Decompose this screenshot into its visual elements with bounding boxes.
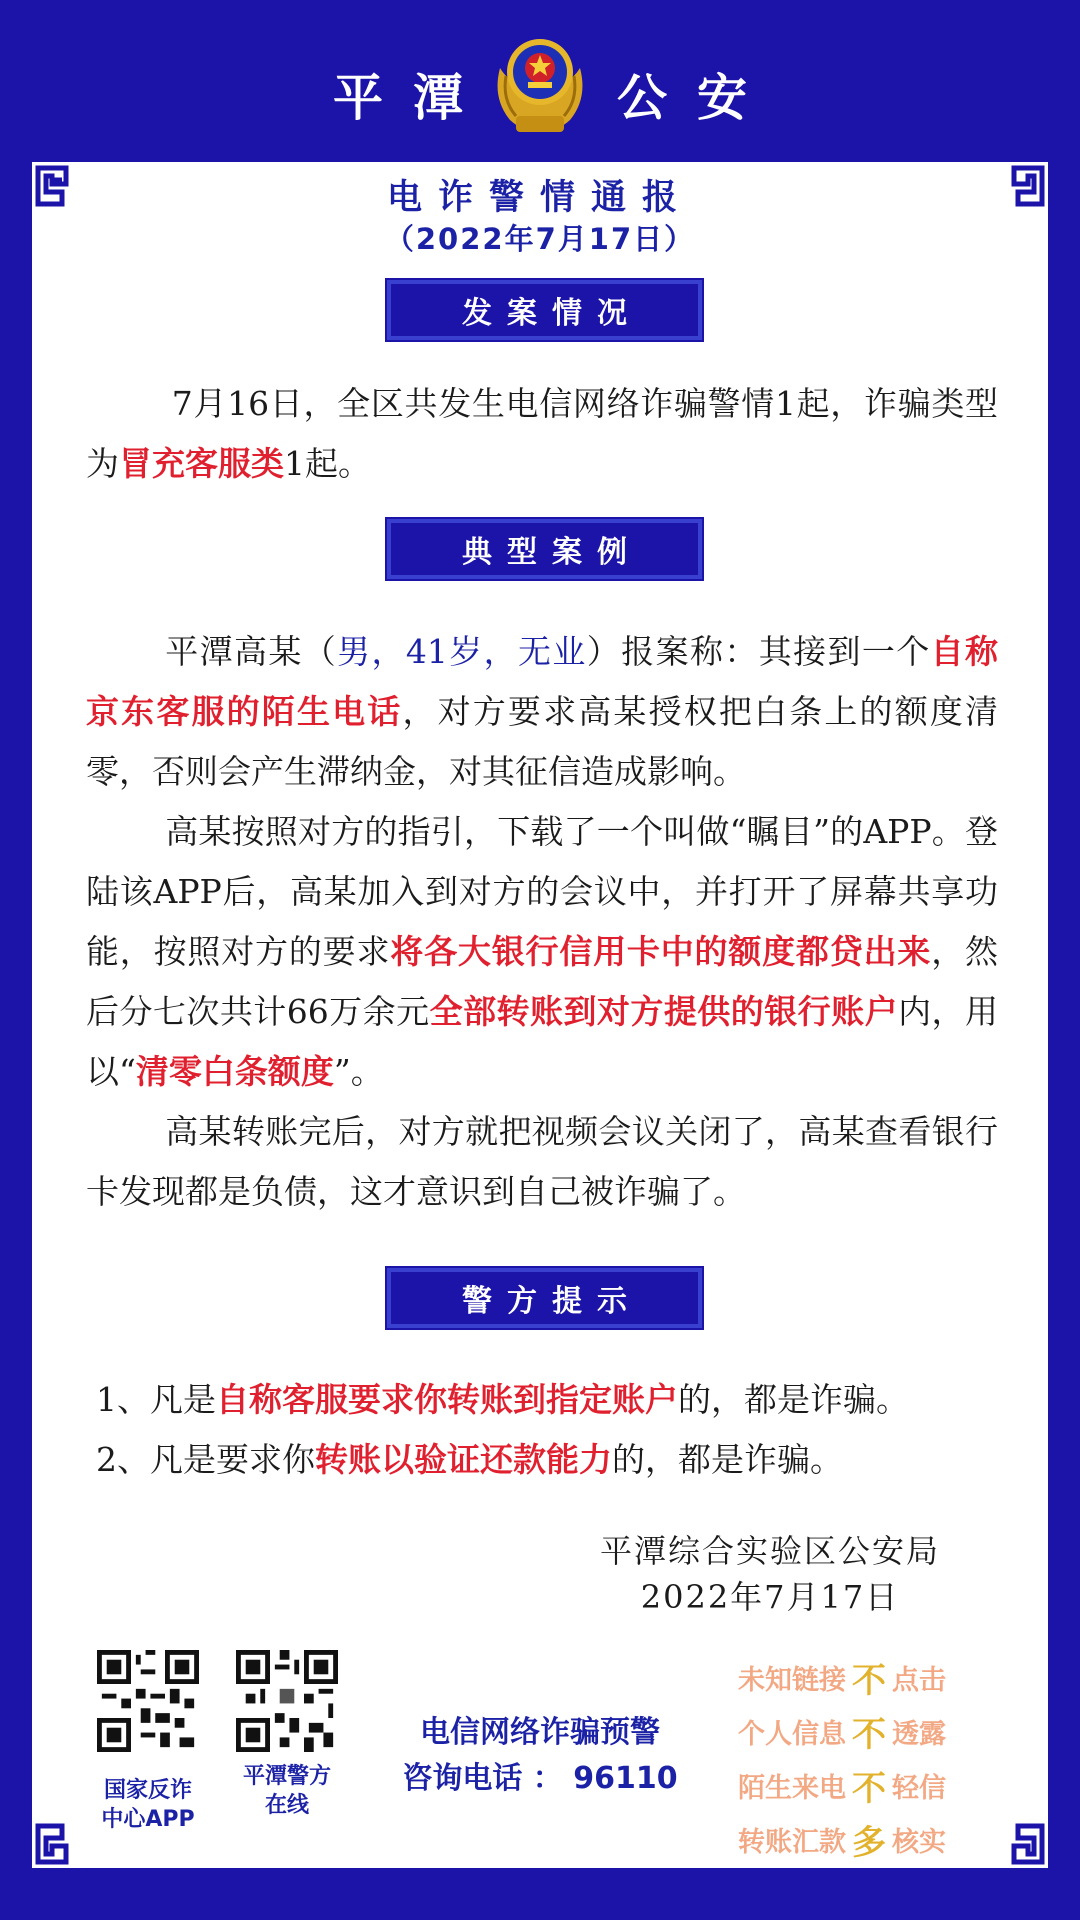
header-bar <box>0 0 1080 160</box>
slogan-text: 个人信息 <box>738 1718 846 1750</box>
slogan-text: 轻信 <box>892 1772 946 1804</box>
section-heading: 典型案例 <box>462 535 642 570</box>
label-line: 中心APP <box>101 1807 195 1832</box>
signature-block <box>560 1528 980 1620</box>
section-banner-case-overview <box>387 280 702 340</box>
highlight-text: 自称京东客服的陌生电话 <box>86 632 999 731</box>
header-title-left: 平潭 <box>333 69 493 127</box>
highlight-text: 全部转账到对方提供的银行账户 <box>429 992 899 1031</box>
slogan-key: 不 <box>852 1768 886 1809</box>
text-run: 的，都是诈骗。 <box>678 1380 909 1419</box>
tip-2 <box>96 1430 1011 1490</box>
slogan-text: 核实 <box>892 1826 946 1858</box>
text-run: 的，都是诈骗。 <box>612 1440 843 1479</box>
case-paragraph-1 <box>86 622 998 802</box>
text-run: 内，用以“ <box>86 992 999 1091</box>
slogan-row <box>738 1650 1000 1704</box>
police-emblem-icon <box>488 28 592 138</box>
text-run: 7月16日，全区共发生电信网络诈骗警情1起，诈骗类型为 <box>86 384 998 483</box>
hotline-number[interactable]: 咨询电话 ： 96110 <box>402 1761 678 1796</box>
corner-ornament-icon <box>1002 1822 1046 1866</box>
label-line: 在线 <box>264 1793 309 1818</box>
qr-code-anti-fraud-app-icon[interactable] <box>97 1650 199 1752</box>
tip-1 <box>96 1370 1011 1430</box>
highlight-text: 冒充客服类 <box>119 444 284 483</box>
highlight-text: 将各大银行信用卡中的额度都贷出来 <box>390 932 932 971</box>
text-run: ，对方要求高某授权把白条上的额度清零，否则会产生滞纳金，对其征信造成影响。 <box>86 692 999 791</box>
case-paragraph-2 <box>86 802 998 1102</box>
page-title: 电诈警情通报 <box>386 178 693 218</box>
hotline-title: 电信网络诈骗预警 <box>420 1715 660 1750</box>
text-run: 1、凡是 <box>96 1380 216 1419</box>
qr-code-police-online-icon[interactable] <box>236 1650 338 1752</box>
qr-label-anti-fraud-app <box>78 1776 218 1834</box>
slogan-key: 不 <box>852 1660 886 1701</box>
slogan-text: 陌生来电 <box>738 1772 846 1804</box>
slogan-row <box>738 1704 1000 1758</box>
text-run: 平潭高某（ <box>165 632 338 671</box>
signature-org: 平潭综合实验区公安局 <box>599 1532 940 1570</box>
slogan-text: 未知链接 <box>738 1664 846 1696</box>
slogan-row <box>738 1812 1000 1866</box>
text-run: ，然后分七次共计66万余元 <box>86 932 999 1031</box>
slogan-text: 透露 <box>892 1718 946 1750</box>
text-run: 高某按照对方的指引，下载了一个叫做“瞩目”的APP。登陆该APP后，高某加入到对方的会议中，并打开了屏幕共享功能，按照对方的要求 <box>86 812 998 971</box>
qr-label-police-online <box>217 1762 357 1820</box>
label-line: 平潭警方 <box>242 1764 331 1789</box>
section-banner-typical-case <box>387 519 702 579</box>
slogan-row <box>738 1758 1000 1812</box>
label-line: 国家反诈 <box>103 1778 192 1803</box>
highlight-text: 转账以验证还款能力 <box>315 1440 612 1479</box>
highlight-text: 自称客服要求你转账到指定账户 <box>216 1380 678 1419</box>
header-title-right: 公安 <box>617 69 777 127</box>
anti-fraud-slogans <box>738 1650 1000 1866</box>
slogan-key: 不 <box>852 1714 886 1755</box>
signature-date: 2022年7月17日 <box>640 1578 900 1616</box>
fraud-hotline <box>380 1710 700 1802</box>
corner-ornament-icon <box>34 1822 78 1866</box>
text-run: ）报案称：其接到一个 <box>586 632 931 671</box>
text-run: ”。 <box>333 1052 384 1091</box>
case-paragraph-3: 高某转账完后，对方就把视频会议关闭了，高某查看银行卡发现都是负债，这才意识到自己被诈骗了。 <box>86 1112 998 1211</box>
section-heading: 警方提示 <box>462 1284 642 1319</box>
victim-info: 男，41岁，无业 <box>337 632 587 671</box>
section-heading: 发案情况 <box>462 296 642 331</box>
slogan-text: 点击 <box>892 1664 946 1696</box>
text-run: 2、凡是要求你 <box>96 1440 315 1479</box>
report-date: （2022年7月17日） <box>384 222 696 256</box>
highlight-text: 清零白条额度 <box>135 1052 334 1091</box>
overview-paragraph <box>86 374 998 494</box>
slogan-text: 转账汇款 <box>738 1826 846 1858</box>
text-run: 1起。 <box>284 444 371 483</box>
section-banner-police-tips <box>387 1268 702 1328</box>
slogan-key: 多 <box>852 1822 886 1863</box>
